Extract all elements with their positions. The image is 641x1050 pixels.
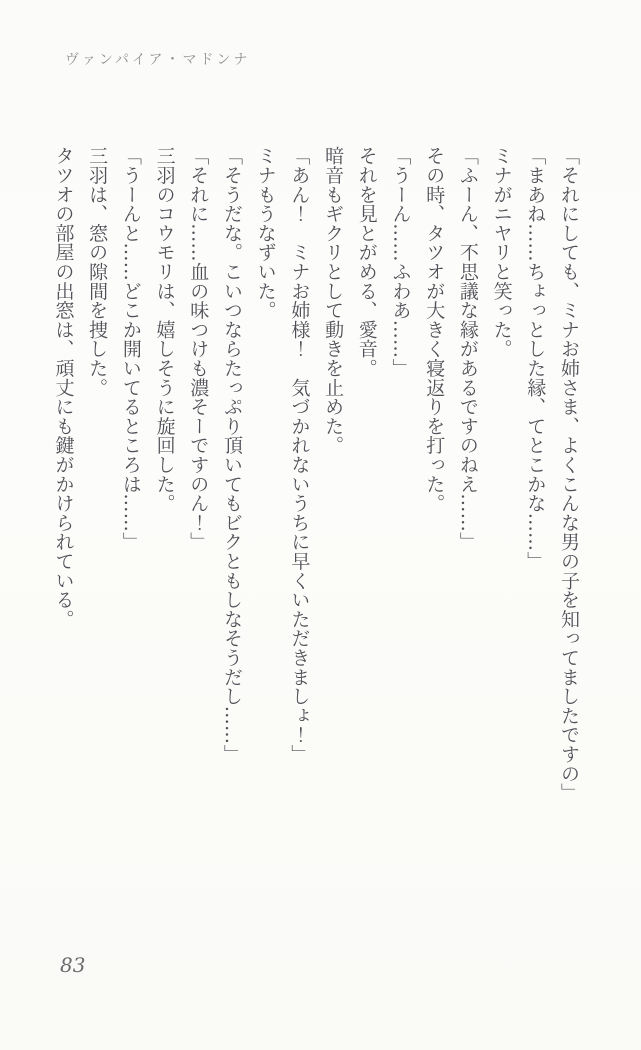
- text-line: 「それに……血の味つけも濃そーですのん！」: [187, 146, 210, 552]
- text-line: 三羽のコウモリは、嬉しそうに旋回した。: [153, 146, 176, 513]
- text-line: 「ふーん、不思議な縁があるですのねえ……」: [456, 146, 479, 552]
- running-title: ヴァンパイア・マドンナ: [65, 52, 251, 68]
- text-line: 「まあね……ちょっとした縁、てとこかな……」: [524, 146, 547, 571]
- text-line: 「それにしても、ミナお姉さま、よくこんな男の子を知ってましたですの」: [558, 146, 580, 803]
- text-line: ミナもうなずいた。: [254, 146, 277, 320]
- text-line: 「あん！ ミナお姉様！ 気づかれないうちに早くいただきましょ！」: [288, 146, 311, 764]
- text-line: ミナがニヤリと笑った。: [490, 146, 513, 359]
- text-line: 三羽は、窓の隙間を捜した。: [86, 146, 109, 397]
- text-line: その時、タツオが大きく寝返りを打った。: [423, 146, 446, 513]
- text-column-block: [46, 146, 585, 846]
- text-line: 「うーん……ふわあ……」: [389, 146, 412, 378]
- text-line: それを見とがめる、愛音。: [355, 146, 378, 378]
- page-number: 83: [60, 953, 86, 977]
- text-line: 「そうだな。こいつならたっぷり頂いてもビクともしなそうだし……」: [220, 146, 243, 764]
- text-line: 「うーんと……どこか開いてるところは……」: [119, 146, 142, 552]
- text-line: 暗音もギクリとして動きを止めた。: [322, 146, 345, 455]
- text-line: タツオの部屋の出窓は、頑丈にも鍵がかけられている。: [52, 146, 75, 629]
